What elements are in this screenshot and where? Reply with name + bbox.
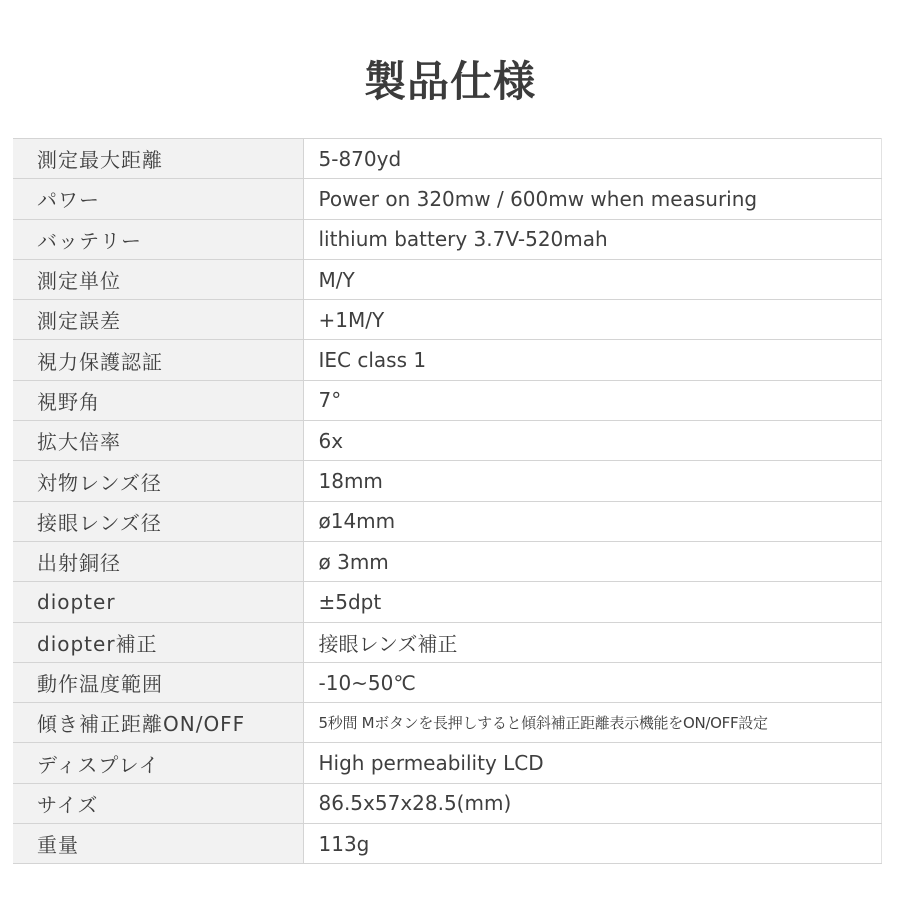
spec-label: バッテリー (13, 219, 303, 259)
table-row (13, 501, 882, 541)
spec-label: 拡大倍率 (13, 421, 303, 461)
spec-value: 5-870yd (303, 139, 882, 179)
spec-label: 対物レンズ径 (13, 461, 303, 501)
table-row (13, 380, 882, 420)
spec-label: diopter (13, 582, 303, 622)
spec-value: +1M/Y (303, 300, 882, 340)
page-title: 製品仕様 (363, 57, 536, 106)
spec-label: 出射銅径 (13, 541, 303, 581)
spec-label: 接眼レンズ径 (13, 501, 303, 541)
spec-value: ø14mm (303, 501, 882, 541)
spec-value: 113g (303, 824, 882, 864)
table-row (13, 340, 882, 380)
spec-value: -10~50℃ (303, 662, 882, 702)
spec-label: ディスプレイ (13, 743, 303, 783)
spec-value: 接眼レンズ補正 (303, 622, 882, 662)
spec-value: 6x (303, 421, 882, 461)
spec-label: diopter補正 (13, 622, 303, 662)
table-row (13, 461, 882, 501)
table-row (13, 743, 882, 783)
spec-label: 傾き補正距離ON/OFF (13, 703, 303, 743)
spec-value: lithium battery 3.7V-520mah (303, 219, 882, 259)
spec-value: 7° (303, 380, 882, 420)
table-row (13, 300, 882, 340)
spec-label: パワー (13, 179, 303, 219)
spec-label: 重量 (13, 824, 303, 864)
spec-label: 視野角 (13, 380, 303, 420)
spec-value: ø 3mm (303, 541, 882, 581)
table-row (13, 783, 882, 823)
spec-label: 測定誤差 (13, 300, 303, 340)
spec-value: 5秒間 Mボタンを長押しすると傾斜補正距離表示機能をON/OFF設定 (303, 703, 882, 743)
spec-value: 18mm (303, 461, 882, 501)
spec-label: 視力保護認証 (13, 340, 303, 380)
spec-value: ±5dpt (303, 582, 882, 622)
spec-label: 動作温度範囲 (13, 662, 303, 702)
table-row (13, 139, 882, 179)
table-row (13, 179, 882, 219)
spec-value: M/Y (303, 259, 882, 299)
spec-table (13, 138, 882, 864)
table-row (13, 662, 882, 702)
spec-value: High permeability LCD (303, 743, 882, 783)
spec-label: 測定最大距離 (13, 139, 303, 179)
spec-value: IEC class 1 (303, 340, 882, 380)
table-row (13, 622, 882, 662)
spec-label: サイズ (13, 783, 303, 823)
table-row (13, 541, 882, 581)
spec-value: Power on 320mw / 600mw when measuring (303, 179, 882, 219)
table-row (13, 421, 882, 461)
table-row (13, 259, 882, 299)
table-row (13, 824, 882, 864)
spec-value: 86.5x57x28.5(mm) (303, 783, 882, 823)
table-row (13, 703, 882, 743)
table-row (13, 582, 882, 622)
table-row (13, 219, 882, 259)
spec-label: 測定単位 (13, 259, 303, 299)
